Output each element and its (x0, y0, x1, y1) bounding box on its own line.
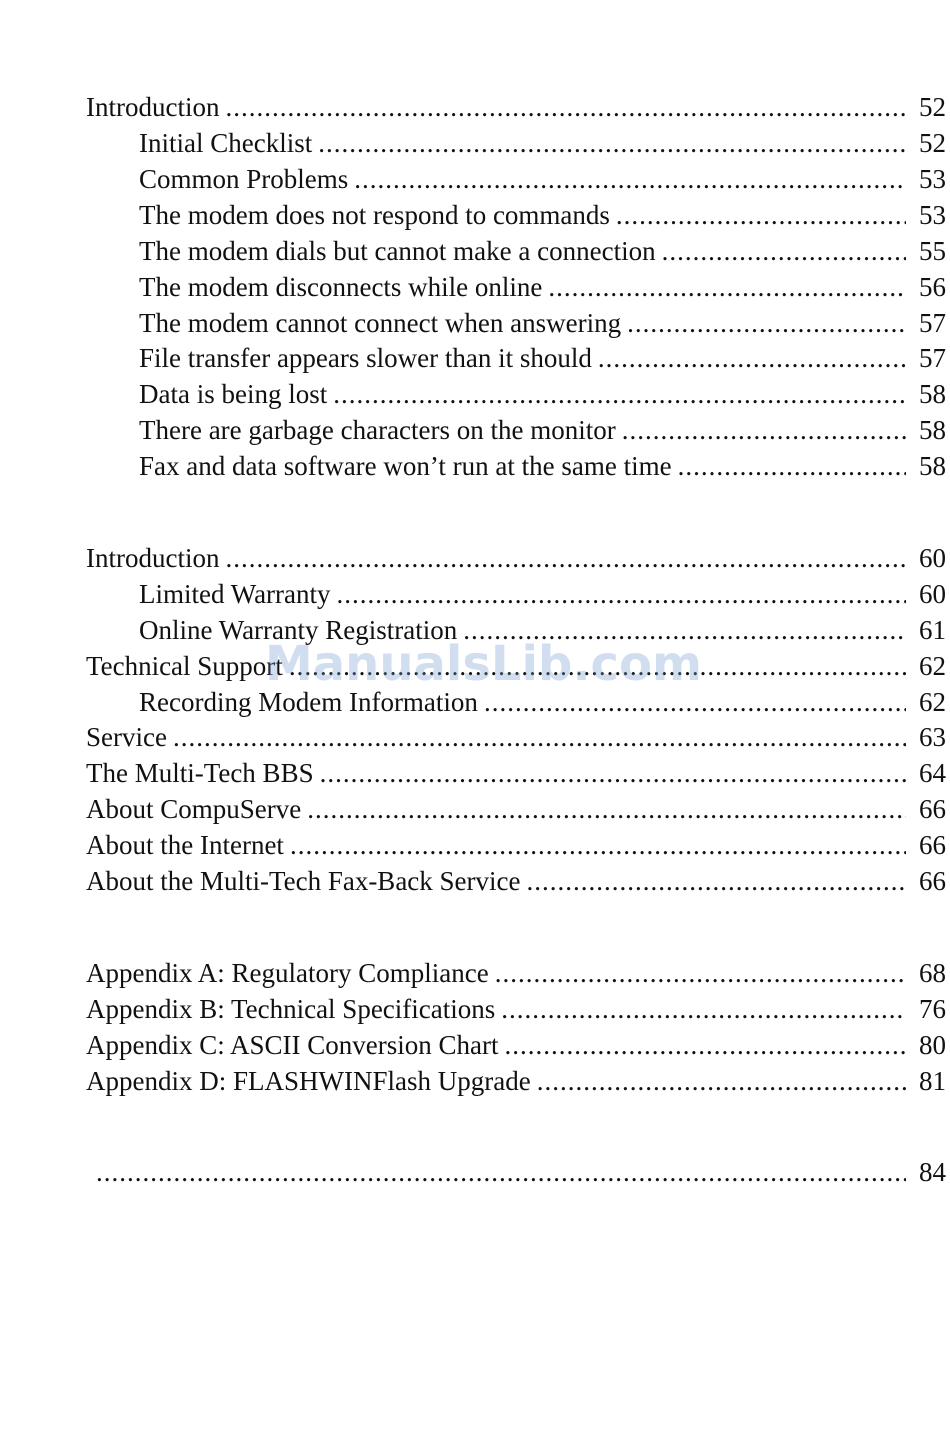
toc-entry-page: 58 (919, 415, 946, 445)
toc-entry[interactable] (86, 827, 946, 863)
toc-entry[interactable] (139, 684, 946, 720)
dot-leader (225, 540, 906, 576)
dot-leader (307, 791, 906, 827)
toc-entry-title: Service (86, 722, 167, 752)
toc-entry-title: About the Internet (86, 830, 284, 860)
toc-entry-page: 66 (919, 866, 946, 896)
dot-leader (463, 612, 906, 648)
toc-entry-page: 68 (919, 958, 946, 988)
toc-entry[interactable] (139, 340, 946, 376)
toc-entry-title: The modem disconnects while online (139, 272, 543, 302)
toc-entry-page: 52 (919, 92, 946, 122)
toc-entry-page: 56 (919, 272, 946, 302)
toc-entry-page: 57 (919, 308, 946, 338)
toc-entry-title: Appendix D: FLASHWINFlash Upgrade (86, 1066, 531, 1096)
dot-leader (495, 955, 906, 991)
toc-entry-page: 55 (919, 236, 946, 266)
dot-leader (337, 576, 906, 612)
toc-entry-title: Introduction (86, 92, 220, 122)
toc-entry-title: The modem cannot connect when answering (139, 308, 622, 338)
toc-entry[interactable] (90, 1154, 946, 1190)
toc-entry[interactable] (139, 125, 946, 161)
toc-entry-page: 66 (919, 794, 946, 824)
toc-entry[interactable] (86, 1027, 946, 1063)
toc-entry-page: 57 (919, 343, 946, 373)
toc-entry[interactable] (86, 755, 946, 791)
dot-leader (527, 863, 907, 899)
toc-entry-title: The modem does not respond to commands (139, 200, 610, 230)
dot-leader (548, 269, 906, 305)
dot-leader (501, 991, 906, 1027)
toc-entry[interactable] (86, 89, 946, 125)
manualslib-watermark: ManualsLib.com (265, 636, 702, 692)
toc-entry[interactable] (139, 305, 946, 341)
toc-entry-page: 62 (919, 651, 946, 681)
toc-entry-page: 53 (919, 164, 946, 194)
toc-entry[interactable] (139, 269, 946, 305)
toc-entry[interactable] (86, 955, 946, 991)
toc-entry-page: 62 (919, 687, 946, 717)
toc-entry[interactable] (139, 448, 946, 484)
toc-entry-title: Initial Checklist (139, 128, 313, 158)
toc-entry-page: 52 (919, 128, 946, 158)
toc-entry-page: 60 (919, 579, 946, 609)
toc-entry-page: 61 (919, 615, 946, 645)
toc-entry[interactable] (139, 161, 946, 197)
toc-entry-title: There are garbage characters on the monitor (139, 415, 616, 445)
toc-entry[interactable] (139, 576, 946, 612)
toc-entry-page: 81 (919, 1066, 946, 1096)
toc-entry-title: Fax and data software won’t run at the same time (139, 451, 672, 481)
dot-leader (318, 125, 906, 161)
dot-leader (333, 376, 906, 412)
dot-leader (616, 197, 906, 233)
toc-entry-page: 60 (919, 543, 946, 573)
toc-entry-title: Technical Support (86, 651, 283, 681)
toc-entry-page: 80 (919, 1030, 946, 1060)
toc-entry[interactable] (86, 991, 946, 1027)
dot-leader (598, 340, 906, 376)
toc-entry-title: Data is being lost (139, 379, 328, 409)
dot-leader (354, 161, 906, 197)
dot-leader (320, 755, 906, 791)
toc-entry[interactable] (86, 540, 946, 576)
toc-entry-title: Recording Modem Information (139, 687, 478, 717)
toc-entry[interactable] (139, 612, 946, 648)
toc-entry-page: 58 (919, 379, 946, 409)
toc-entry-title: Limited Warranty (139, 579, 331, 609)
dot-leader (290, 827, 906, 863)
dot-leader (289, 648, 906, 684)
toc-entry[interactable] (139, 233, 946, 269)
toc-entry-page: 64 (919, 758, 946, 788)
toc-entry-title: Appendix A: Regulatory Compliance (86, 958, 489, 988)
toc-entry-page: 76 (919, 994, 946, 1024)
dot-leader (622, 412, 906, 448)
dot-leader (662, 233, 906, 269)
toc-entry-title: The modem dials but cannot make a connection (139, 236, 656, 266)
toc-entry-page: 63 (919, 722, 946, 752)
toc-entry-title: Appendix C: ASCII Conversion Chart (86, 1030, 499, 1060)
dot-leader (678, 448, 906, 484)
toc-entry[interactable] (139, 197, 946, 233)
toc-entry-title: Online Warranty Registration (139, 615, 458, 645)
toc-entry[interactable] (139, 412, 946, 448)
toc-entry[interactable] (86, 648, 946, 684)
toc-entry[interactable] (86, 863, 946, 899)
toc-entry[interactable] (86, 719, 946, 755)
toc-entry-page: 58 (919, 451, 946, 481)
toc-entry-page: 53 (919, 200, 946, 230)
toc-entry-title: Appendix B: Technical Specifications (86, 994, 496, 1024)
dot-leader (484, 684, 906, 720)
toc-entry-title: Common Problems (139, 164, 349, 194)
toc-entry[interactable] (139, 376, 946, 412)
toc-entry-title: The Multi-Tech BBS (86, 758, 314, 788)
dot-leader (173, 719, 906, 755)
dot-leader (537, 1063, 906, 1099)
toc-entry-title: File transfer appears slower than it should (139, 343, 592, 373)
toc-entry[interactable] (86, 791, 946, 827)
toc-entry-title: About CompuServe (86, 794, 302, 824)
dot-leader (627, 305, 906, 341)
dot-leader (505, 1027, 907, 1063)
dot-leader (225, 89, 906, 125)
toc-entry[interactable] (86, 1063, 946, 1099)
toc-entry-page: 84 (919, 1157, 946, 1187)
dot-leader (96, 1154, 906, 1190)
toc-entry-title: About the Multi-Tech Fax-Back Service (86, 866, 521, 896)
toc-entry-title: Introduction (86, 543, 220, 573)
toc-entry-page: 66 (919, 830, 946, 860)
